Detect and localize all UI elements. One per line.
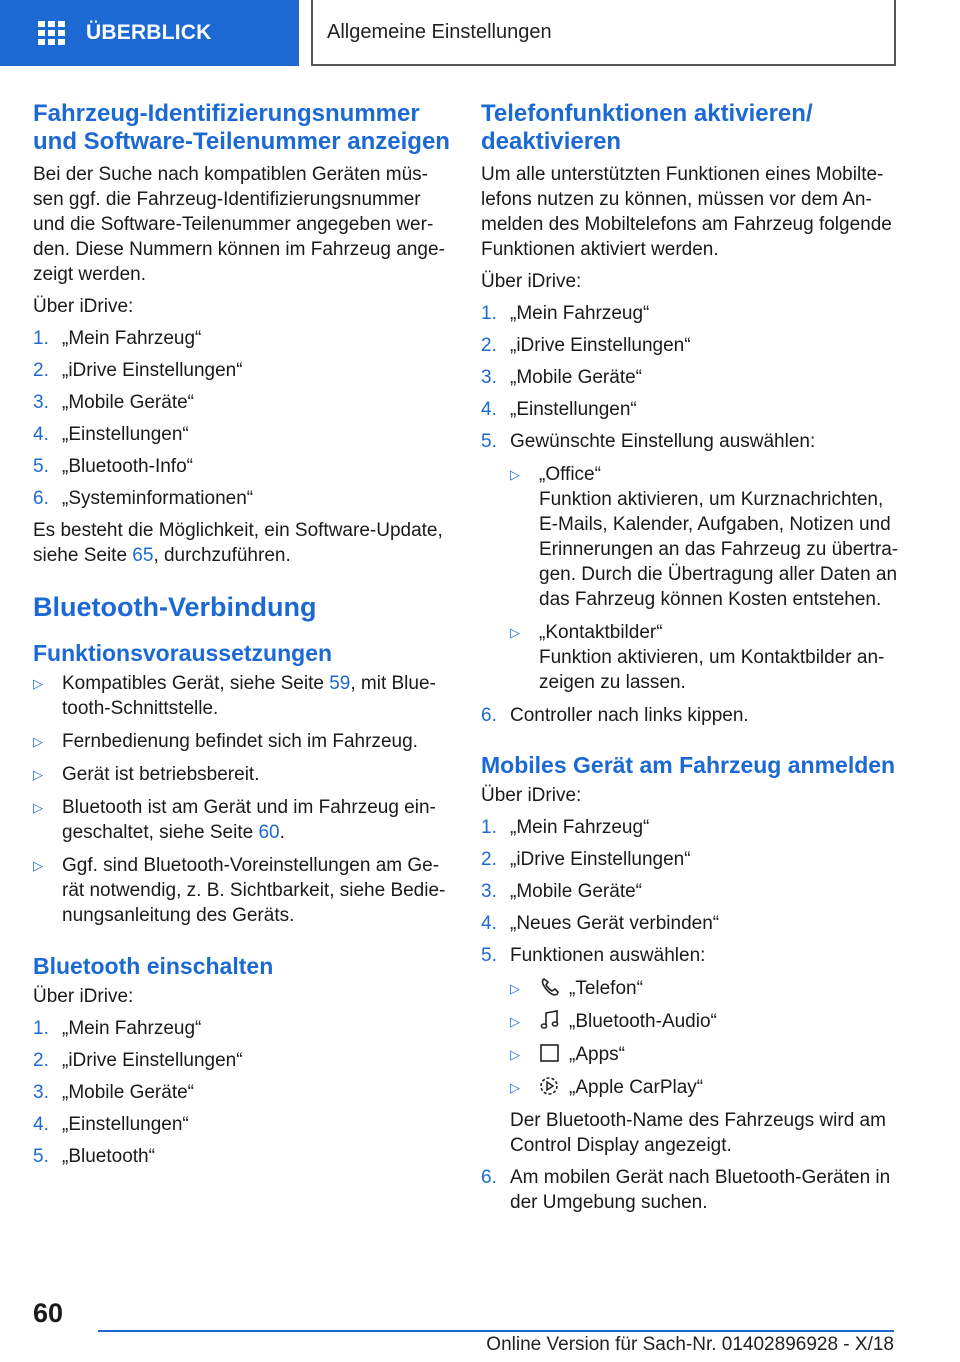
section-tab[interactable]: [311, 0, 896, 66]
list-item: [33, 762, 451, 787]
bullet-icon: ▷: [33, 676, 43, 691]
list-item: [510, 1009, 901, 1034]
settings-options: [510, 462, 901, 695]
right-column: [481, 100, 901, 1222]
step-number: 2.: [481, 849, 497, 870]
option-desc: Funktion aktivieren, um Kontaktbilder anzeigen zu lassen.: [539, 647, 885, 693]
bluetooth-on-heading: Bluetooth einschalten: [33, 953, 274, 979]
step-number: 3.: [481, 881, 497, 902]
apps-square-icon: [539, 1043, 561, 1063]
requirements-list: [33, 671, 451, 928]
vin-body: Bei der Suche nach kompatiblen Geräten müssen ggf. die Fahrzeug-Identifizierungsnummer und die Software-Teilenummer angegeben werden. Diese Nummern können im Fahrzeug angezeigt werden.: [33, 164, 445, 285]
bullet-icon: ▷: [33, 858, 43, 873]
vin-steps: [33, 326, 451, 511]
list-item: [33, 1080, 451, 1105]
step-number: 3.: [33, 1082, 49, 1103]
page-header: [0, 0, 960, 66]
bullet-icon: ▷: [510, 467, 520, 482]
footer-online-version: Online Version für Sach-Nr. 01402896928 - X/18: [486, 1334, 894, 1355]
list-item: [481, 429, 901, 695]
step-text: „Einstellungen“: [62, 424, 189, 445]
step-text: „Bluetooth-Info“: [62, 456, 193, 477]
vin-heading: Fahrzeug-Identifizierungsnummer und Software-Teilenummer anzeigen: [33, 100, 450, 155]
list-item: [481, 301, 901, 326]
bluetooth-on-steps: [33, 1016, 451, 1169]
overview-tab-label: ÜBERBLICK: [86, 21, 212, 44]
list-item: [481, 365, 901, 390]
step-number: 2.: [33, 1050, 49, 1071]
step-number: 1.: [481, 817, 497, 838]
req-text-end: .: [279, 822, 285, 843]
register-device-steps: [481, 815, 901, 1215]
step-number: 6.: [481, 705, 497, 726]
function-label: „Bluetooth-Audio“: [569, 1011, 717, 1032]
step-text: Controller nach links kippen.: [510, 705, 749, 726]
step-number: 5.: [33, 1146, 49, 1167]
list-item: [33, 486, 451, 511]
phone-icon: [539, 977, 561, 997]
function-label: „Apps“: [569, 1044, 625, 1065]
step-number: 3.: [33, 392, 49, 413]
step-text: „Mein Fahrzeug“: [510, 303, 650, 324]
list-item: [481, 333, 901, 358]
list-item: [481, 397, 901, 422]
step-number: 1.: [481, 303, 497, 324]
list-item: [481, 911, 901, 936]
step-text: „iDrive Einstellungen“: [510, 335, 691, 356]
option-label: „Kontaktbilder“: [539, 622, 663, 643]
bullet-icon: ▷: [510, 1014, 520, 1029]
list-item: [481, 703, 901, 728]
list-item: [33, 358, 451, 383]
step-text: „Mein Fahrzeug“: [510, 817, 650, 838]
update-text-end: , durchzuführen.: [153, 545, 291, 566]
footer-divider: [98, 1330, 894, 1332]
step-text: „Mein Fahrzeug“: [62, 1018, 202, 1039]
bullet-icon: ▷: [33, 767, 43, 782]
phone-functions-via: Über iDrive:: [481, 271, 582, 292]
step-text: „Systeminformationen“: [62, 488, 254, 509]
music-note-icon: [539, 1010, 561, 1030]
list-item: [33, 454, 451, 479]
page-link-65[interactable]: 65: [132, 545, 154, 566]
register-device-via: Über iDrive:: [481, 785, 582, 806]
update-text: Es besteht die Möglichkeit, ein Software-Update, siehe Seite: [33, 520, 443, 566]
step-number: 5.: [481, 945, 497, 966]
list-item: [510, 1075, 901, 1100]
req-text: Kompatibles Gerät, siehe Seite: [62, 673, 330, 694]
grid-icon: [38, 21, 66, 45]
step-number: 2.: [481, 335, 497, 356]
step-number: 3.: [481, 367, 497, 388]
step-text: Am mobilen Gerät nach Bluetooth-Geräten in der Umgebung suchen.: [510, 1167, 891, 1213]
step-text: „Mobile Geräte“: [510, 881, 642, 902]
step-number: 2.: [33, 360, 49, 381]
bullet-icon: ▷: [33, 734, 43, 749]
list-item: [481, 847, 901, 872]
step-text: „Mobile Geräte“: [62, 392, 194, 413]
function-options: [510, 976, 901, 1100]
step-text: „iDrive Einstellungen“: [62, 360, 243, 381]
page-number: 60: [33, 1298, 64, 1328]
update-note: [33, 518, 451, 568]
step-text: „Mobile Geräte“: [62, 1082, 194, 1103]
section-tab-label: Allgemeine Einstellungen: [327, 20, 552, 43]
req-text: Ggf. sind Bluetooth-Voreinstellungen am Gerät notwendig, z. B. Sichtbarkeit, siehe Bedienungsanleitung des Geräts.: [62, 855, 446, 926]
step-number: 1.: [33, 328, 49, 349]
step-number: 4.: [33, 424, 49, 445]
bullet-icon: ▷: [33, 800, 43, 815]
bullet-icon: ▷: [510, 981, 520, 996]
bullet-icon: ▷: [510, 1047, 520, 1062]
left-column: [33, 100, 451, 1176]
bluetooth-on-via: Über iDrive:: [33, 986, 134, 1007]
list-item: [33, 853, 451, 928]
overview-tab[interactable]: [0, 0, 299, 66]
function-label: „Telefon“: [569, 978, 643, 999]
step-text: „Neues Gerät verbinden“: [510, 913, 720, 934]
option-label: „Office“: [539, 464, 601, 485]
list-item: [33, 422, 451, 447]
vin-via: Über iDrive:: [33, 296, 134, 317]
bullet-icon: ▷: [510, 1080, 520, 1095]
list-item: [33, 326, 451, 351]
bluetooth-name-note: Der Bluetooth-Name des Fahrzeugs wird am Control Display angezeigt.: [510, 1110, 886, 1156]
step-number: 6.: [33, 488, 49, 509]
list-item: [33, 390, 451, 415]
req-text: Bluetooth ist am Gerät und im Fahrzeug eingeschaltet, siehe Seite: [62, 797, 436, 843]
step-number: 5.: [33, 456, 49, 477]
req-text: Fernbedienung befindet sich im Fahrzeug.: [62, 731, 418, 752]
step-number: 4.: [481, 399, 497, 420]
step-number: 6.: [481, 1167, 497, 1188]
list-item: [481, 879, 901, 904]
bullet-icon: ▷: [510, 625, 520, 640]
list-item: [510, 1042, 901, 1067]
step-text: Gewünschte Einstellung auswählen:: [510, 431, 816, 452]
list-item: [510, 976, 901, 1001]
option-desc: Funktion aktivieren, um Kurznachrichten, E-Mails, Kalender, Aufgaben, Notizen und Erinnerungen an das Fahrzeug zu übertragen. Durch die Übertragung aller Daten an das Fahrzeug können Kosten entstehen.: [539, 489, 899, 610]
step-text: „Mobile Geräte“: [510, 367, 642, 388]
step-text: „Einstellungen“: [62, 1114, 189, 1135]
phone-functions-body: Um alle unterstützten Funktionen eines Mobiltelefons nutzen zu können, müssen vor dem Anmelden des Mobiltelefons am Fahrzeug folgende Funktionen aktiviert werden.: [481, 164, 892, 260]
list-item: [33, 1144, 451, 1169]
list-item: [33, 671, 451, 721]
step-number: 5.: [481, 431, 497, 452]
register-device-heading: Mobiles Gerät am Fahrzeug anmelden: [481, 752, 896, 778]
list-item: [33, 1048, 451, 1073]
list-item: [481, 815, 901, 840]
req-text: Gerät ist betriebsbereit.: [62, 764, 260, 785]
page-link-60[interactable]: 60: [258, 822, 280, 843]
function-label: „Apple CarPlay“: [569, 1077, 704, 1098]
step-number: 4.: [481, 913, 497, 934]
list-item: [33, 795, 451, 845]
list-item: [481, 1165, 901, 1215]
list-item: [481, 943, 901, 1158]
list-item: [33, 1112, 451, 1137]
step-text: „iDrive Einstellungen“: [62, 1050, 243, 1071]
step-number: 1.: [33, 1018, 49, 1039]
play-circle-icon: [539, 1076, 561, 1096]
step-text: „Mein Fahrzeug“: [62, 328, 202, 349]
req-text-end: , mit Bluetooth-Schnittstelle.: [62, 673, 436, 719]
requirements-heading: Funktionsvoraussetzungen: [33, 640, 333, 666]
step-text: „Bluetooth“: [62, 1146, 155, 1167]
step-number: 4.: [33, 1114, 49, 1135]
bluetooth-heading: Bluetooth-Verbindung: [33, 592, 317, 622]
list-item: [33, 1016, 451, 1041]
list-item: [510, 620, 901, 695]
phone-functions-steps: [481, 301, 901, 728]
step-text: „iDrive Einstellungen“: [510, 849, 691, 870]
step-text: „Einstellungen“: [510, 399, 637, 420]
phone-functions-heading: Telefonfunktionen aktivieren/ deaktivieren: [481, 100, 813, 155]
list-item: [33, 729, 451, 754]
page-link-59[interactable]: 59: [329, 673, 351, 694]
list-item: [510, 462, 901, 612]
step-text: Funktionen auswählen:: [510, 945, 706, 966]
